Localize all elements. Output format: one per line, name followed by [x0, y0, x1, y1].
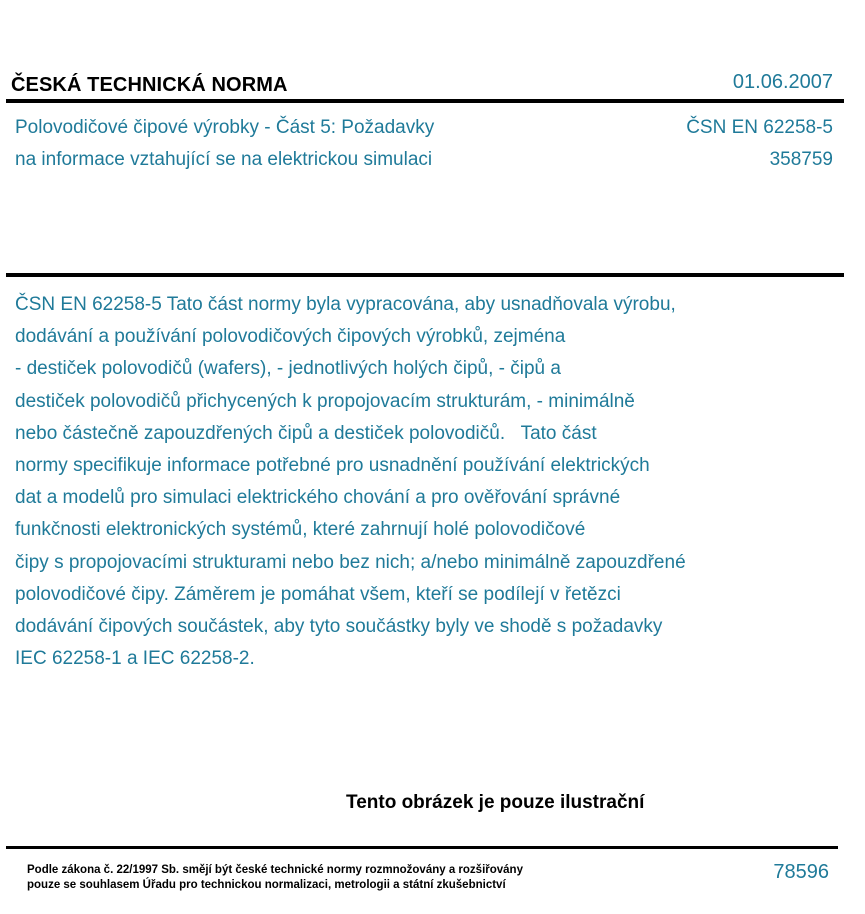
abstract-line: dodávání a používání polovodičových čipových výrobků, zejména	[15, 326, 566, 348]
publication-date: 01.06.2007	[732, 71, 833, 93]
abstract-line: nebo částečně zapouzdřených čipů a destiček polovodičů. Tato část	[15, 422, 597, 444]
standard-title-line-2: na informace vztahující se na elektrickou simulaci	[15, 149, 433, 170]
document-number: 78596	[773, 861, 829, 883]
abstract-line: funkčnosti elektronických systémů, které zahrnují holé polovodičové	[15, 519, 586, 541]
legal-notice-line: Podle zákona č. 22/1997 Sb. smějí být české technické normy rozmnožovány a rozšiřovány	[27, 864, 523, 876]
abstract-line: destiček polovodičů přichycených k propojovacím strukturám, - minimálně	[15, 390, 635, 412]
standard-code: ČSN EN 62258-5	[686, 117, 833, 138]
header-divider	[6, 99, 844, 103]
norm-header-title: ČESKÁ TECHNICKÁ NORMA	[11, 74, 288, 96]
abstract-line: IEC 62258-1 a IEC 62258-2.	[15, 648, 255, 670]
legal-notice	[27, 863, 523, 893]
abstract-line: normy specifikuje informace potřebné pro usnadnění používání elektrických	[15, 455, 650, 477]
abstract-line: dodávání čipových součástek, aby tyto součástky byly ve shodě s požadavky	[15, 616, 663, 638]
title-divider	[6, 273, 844, 277]
illustration-note: Tento obrázek je pouze ilustrační	[346, 792, 645, 813]
standard-title-line-1: Polovodičové čipové výrobky - Část 5: Požadavky	[15, 117, 435, 138]
abstract-text	[15, 289, 815, 675]
catalog-number: 358759	[769, 149, 833, 170]
abstract-line: čipy s propojovacími strukturami nebo bez nich; a/nebo minimálně zapouzdřené	[15, 551, 686, 573]
legal-notice-line: pouze se souhlasem Úřadu pro technickou normalizaci, metrologii a státní zkušebnictví	[27, 879, 506, 891]
abstract-line: dat a modelů pro simulaci elektrického chování a pro ověřování správné	[15, 487, 621, 509]
abstract-line: - destiček polovodičů (wafers), - jednotlivých holých čipů, - čipů a	[15, 358, 561, 380]
footer-divider	[6, 846, 838, 849]
abstract-line: polovodičové čipy. Záměrem je pomáhat všem, kteří se podílejí v řetězci	[15, 583, 621, 605]
abstract-line: ČSN EN 62258-5 Tato část normy byla vypracována, aby usnadňovala výrobu,	[15, 294, 676, 315]
